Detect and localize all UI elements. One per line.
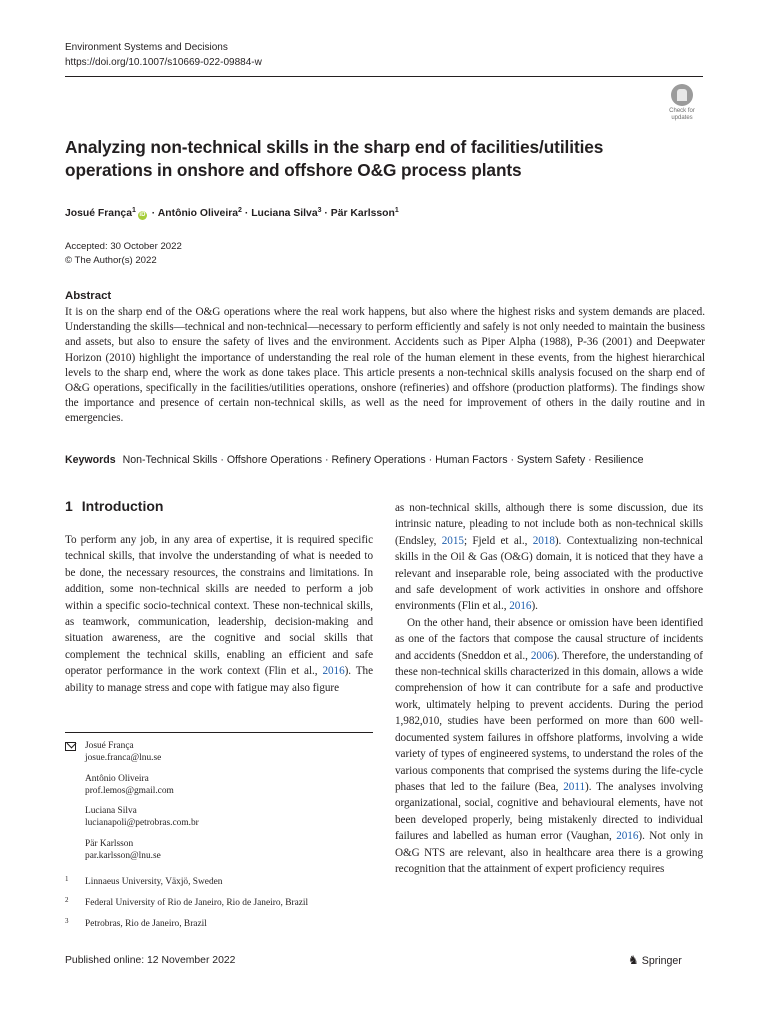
copyright: © The Author(s) 2022 bbox=[65, 255, 157, 266]
affiliation: 3 Petrobras, Rio de Janeiro, Brazil bbox=[65, 917, 207, 929]
contact-email[interactable]: josue.franca@lnu.se bbox=[85, 753, 162, 764]
affiliation-list bbox=[65, 876, 373, 939]
right-column bbox=[395, 500, 703, 877]
check-for-updates-icon bbox=[671, 84, 693, 106]
abstract-text: It is on the sharp end of the O&G operations where the real work happens, but also where the highest risks and system demands are placed. Understanding the skills—technical and non-technical—necessary to perform efficiently and safely is not only needed to maintain the business and assets, but also to ensure the safety of lives and the environment. Accidents such as Piper Alpha (1988), P-36 (2001) and Deepwater Horizon (2010) highlight the importance of understanding the real role of the human element in these events, from the highest hierarchical levels to the sharp end, where the work as done takes place. This article presents a non-technical skills analysis focused on the sharp end of O&G operations, specifically in the facilities/utilities operations, onshore (refineries) and offshore (production platforms). The findings show the importance and presence of certain non-technical skills, as well as the need for improvement of others in the daily routine and in emergencies. bbox=[65, 306, 705, 425]
author-name[interactable]: Pär Karlsson bbox=[330, 208, 395, 219]
contact-email[interactable]: prof.lemos@gmail.com bbox=[85, 785, 174, 796]
citation-link[interactable]: 2016 bbox=[509, 600, 532, 613]
contact-entry bbox=[65, 838, 373, 863]
contact-name: Josué França bbox=[85, 741, 134, 751]
published-date: Published online: 12 November 2022 bbox=[65, 955, 236, 966]
springer-horse-icon: ♞ bbox=[628, 953, 639, 967]
paragraph: To perform any job, in any area of expertise, it is required specific technical skills, that involve the understanding of what is needed to be done, the necessary resources, the constrains and limitations. In addition, some non-technical skills are needed to perform a job within a specific socio-technical context. These non-technical skills, as teamwork, communication, leadership, decision-making and situation awareness, are the cognitive and social skills that complement the technical skills, enabling an efficient and safe operator performance in the work context (Flin et al., 2016). The ability to manage stress and cope with fatigue may also figure bbox=[65, 534, 373, 694]
citation-link[interactable]: 2011 bbox=[563, 780, 586, 793]
keyword-item: Non-Technical Skills bbox=[122, 454, 218, 466]
section-title: Introduction bbox=[81, 498, 164, 514]
affiliation: 2 Federal University of Rio de Janeiro, Rio de Janeiro, Brazil bbox=[65, 896, 309, 908]
publisher-logo[interactable] bbox=[628, 953, 682, 967]
accepted-date: Accepted: 30 October 2022 bbox=[65, 241, 182, 252]
contact-list bbox=[65, 740, 373, 870]
journal-name: Environment Systems and Decisions bbox=[65, 42, 228, 53]
author-name[interactable]: Josué França bbox=[65, 208, 132, 219]
contact-email[interactable]: par.karlsson@lnu.se bbox=[85, 851, 161, 862]
contact-entry bbox=[65, 805, 373, 830]
citation-link[interactable]: 2016 bbox=[616, 830, 639, 843]
article-dates bbox=[65, 240, 182, 268]
header-rule bbox=[65, 76, 703, 77]
keywords: Keywords Non-Technical Skills · Offshore Operations · Refinery Operations · Human Factors · System Safety · Resilience bbox=[65, 454, 644, 466]
contact-email[interactable]: lucianapoli@petrobras.com.br bbox=[85, 818, 199, 829]
citation-link[interactable]: 2016 bbox=[322, 665, 345, 678]
mail-icon bbox=[65, 742, 76, 751]
paragraph: On the other hand, their absence or omission have been identified as one of the factors that compose the causal structure of incidents and accidents (Sneddon et al., 2006). Therefore, the understanding of these non-technical skills characterized in this domain, allows a wide comprehension of how it can contribute for a safe and productive work, ultimately helping to prevent accidents. During the period 1,982,010, studies have been performed on more than 600 well-documented system failures in offshore platforms, involving a wide variety of types of engineered systems, to understand the roles of the various components that comprised the systems during the life-cycle phases that led to the failure (Bea, 2011). The analyses involving organizational, social, cognitive and behavioural elements, have not been developed properly, being mistakenly directed to individual failures and labelled as human error (Vaughan, 2016). Not only in O&G NTS are relevant, also in healthcare area there is a growing recognition that the attainment of expert proficiency requires bbox=[395, 616, 703, 875]
section-number: 1 bbox=[65, 498, 73, 514]
keywords-label: Keywords bbox=[65, 454, 116, 466]
orcid-icon[interactable]: iD bbox=[139, 212, 146, 218]
article-title: Analyzing non-technical skills in the sharp end of facilities/utilities operations in onshore and offshore O&G process plants bbox=[65, 137, 604, 180]
journal-header bbox=[65, 40, 262, 70]
abstract-heading: Abstract bbox=[65, 290, 112, 302]
contact-name: Luciana Silva bbox=[85, 806, 137, 817]
citation-link[interactable]: 2015 bbox=[441, 534, 464, 547]
crossmark-line2: updates bbox=[671, 114, 693, 121]
publisher-name: Springer bbox=[641, 955, 682, 967]
footnote-rule bbox=[65, 732, 373, 733]
paragraph: as non-technical skills, although there is some discussion, due its intrinsic nature, pleading to not include both as non-technical skills (Endsley, 2015; Fjeld et al., 2018). Contextualizing non-technical skills in the Oil & Gas (O&G) domain, it is noticed that they have a relevant and inseparable role, being associated with the productive and safe development of work activities in onshore and offshore environments (Flin et al., 2016). bbox=[395, 502, 703, 613]
keyword-item: Offshore Operations bbox=[226, 454, 323, 466]
affiliation: 1 Linnaeus University, Växjö, Sweden bbox=[65, 875, 223, 887]
keyword-item: Resilience bbox=[594, 454, 644, 466]
contact-name: Antônio Oliveira bbox=[85, 773, 149, 784]
author-name[interactable]: Luciana Silva bbox=[251, 208, 318, 219]
keyword-item: Refinery Operations bbox=[331, 454, 426, 466]
contact-entry bbox=[65, 773, 373, 798]
contact-entry bbox=[65, 740, 373, 765]
keyword-item: Human Factors bbox=[435, 454, 508, 466]
doi-link[interactable]: https://doi.org/10.1007/s10669-022-09884-w bbox=[65, 57, 262, 68]
citation-link[interactable]: 2018 bbox=[532, 534, 555, 547]
contact-name: Pär Karlsson bbox=[85, 838, 134, 849]
keyword-item: System Safety bbox=[516, 454, 586, 466]
citation-link[interactable]: 2006 bbox=[530, 649, 554, 662]
crossmark-line1: Check for bbox=[669, 108, 695, 114]
check-for-updates-badge[interactable] bbox=[661, 84, 703, 124]
left-column bbox=[65, 532, 373, 696]
author-name[interactable]: Antônio Oliveira bbox=[157, 208, 239, 219]
section-heading bbox=[65, 498, 163, 514]
author-list: Josué França$^1$iD · Antônio Oliveira$^2$ · Luciana Silva$^3$ · Pär Karlsson$^1$ bbox=[65, 207, 399, 219]
